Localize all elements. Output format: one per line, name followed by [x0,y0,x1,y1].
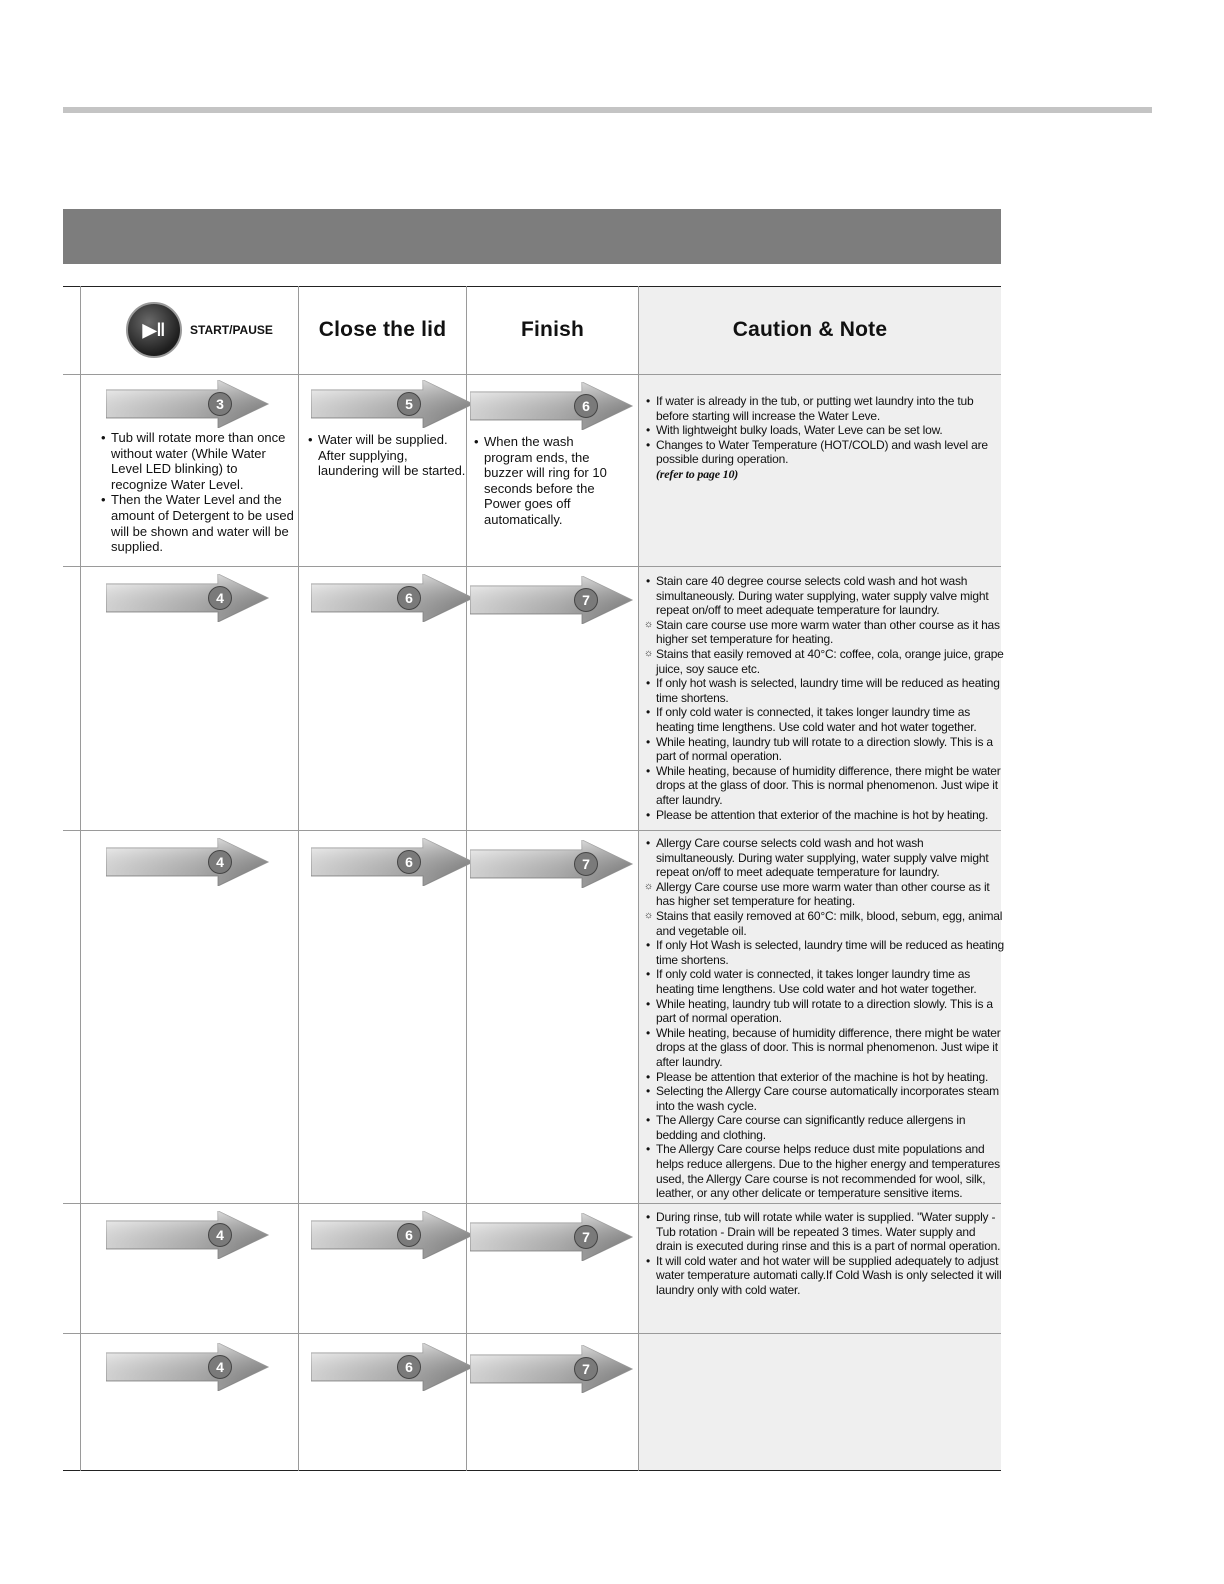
table-bottom-border [63,1470,1001,1471]
step-number-badge: 6 [574,394,598,418]
step-number-badge: 6 [397,1355,421,1379]
arrow-icon [470,840,640,888]
step-number-badge: 4 [208,1355,232,1379]
step-number-badge: 6 [397,850,421,874]
step-arrow-2-2 [311,574,481,622]
caution-note-header: Caution & Note [732,318,888,341]
note-bullet-item: • While heating, laundry tub will rotate to a direction slowly. This is a part of normal operation. [644,735,1004,764]
step-number-badge: 5 [397,392,421,416]
step-arrow-4-3 [470,1213,640,1261]
step-arrow-4-1 [106,1211,276,1259]
caution-notes [644,1210,1004,1298]
row-divider [63,1203,1001,1204]
arrow-icon [311,1343,481,1391]
note-tip-item: ☼ Stains that easily removed at 60°C: milk, blood, sebum, egg, animal and vegetable oil. [644,909,1004,938]
note-bullet-item: • Selecting the Allergy Care course automatically incorporates steam into the wash cycle. [644,1084,1004,1113]
row-divider [63,566,1001,567]
note-bullet-item: • While heating, because of humidity difference, there might be water drops at the glass of door. This is normal phenomenon. Just wipe it after laundry. [644,764,1004,808]
step-number-badge: 6 [397,586,421,610]
step-arrow-2-3 [470,576,640,624]
step-arrow-1-3 [470,382,640,430]
step-arrow-5-3 [470,1345,640,1393]
step-arrow-1-2 [311,380,481,428]
arrow-icon [106,380,276,428]
note-bullet-item: • Stain care 40 degree course selects cold wash and hot wash simultaneously. During water supplying, water supply valve might repeat on/off to meet adequate temperature for laundry. [644,574,1004,618]
arrow-icon [470,1213,640,1261]
step-number-badge: 4 [208,586,232,610]
arrow-icon [311,1211,481,1259]
note-bullet-item: • If water is already in the tub, or putting wet laundry into the tub before starting will increase the Water Leve. [644,394,1004,423]
note-bullet-item: • Please be attention that exterior of the machine is hot by heating. [644,808,1004,823]
arrow-icon [470,1345,640,1393]
arrow-icon [106,1211,276,1259]
caution-notes [644,394,1004,482]
step-number-badge: 7 [574,852,598,876]
arrow-icon [106,1343,276,1391]
step-arrow-1-1 [106,380,276,428]
row-divider [63,374,1001,375]
note-tip-item: ☼ Stain care course use more warm water than other course as it has higher set temperature for heating. [644,618,1004,647]
step-arrow-5-1 [106,1343,276,1391]
arrow-icon [470,576,640,624]
page-reference: (refer to page 10) [656,466,739,481]
step-arrow-3-3 [470,840,640,888]
note-bullet-item: • It will cold water and hot water will be supplied adequately to adjust water temperature automati cally.If Cold Wash is only selected it will laundry only with cold water. [644,1254,1004,1298]
arrow-icon [311,838,481,886]
step-number-badge: 3 [208,392,232,416]
top-rule [63,107,1152,113]
arrow-icon [106,838,276,886]
note-bullet-item: • If only Hot Wash is selected, laundry time will be reduced as heating time shortens. [644,938,1004,967]
step-arrow-3-1 [106,838,276,886]
note-bullet-item: • Changes to Water Temperature (HOT/COLD) and wash level are possible during operation. [644,438,1004,467]
step-number-badge: 4 [208,1223,232,1247]
start-step-description [101,430,296,555]
note-bullet-item: • The Allergy Care course helps reduce dust mite populations and helps reduce allergens. Due to the higher energy and temperatures used, the Allergy Care course is not recommended for wool, silk, leather, or any other delicate or temperature sensitive items. [644,1142,1004,1200]
arrow-icon [311,380,481,428]
close-lid-description [308,432,466,479]
caution-notes [644,836,1004,1201]
step-arrow-5-2 [311,1343,481,1391]
step-number-badge: 6 [397,1223,421,1247]
bullet-item: • Water will be supplied. After supplying, laundering will be started. [308,432,466,479]
note-bullet-item: • Allergy Care course selects cold wash and hot wash simultaneously. During water supplying, water supply valve might repeat on/off to meet adequate temperature for laundry. [644,836,1004,880]
start-pause-label: START/PAUSE [190,323,273,337]
close-lid-header: Close the lid [318,318,447,341]
note-bullet-item: • If only cold water is connected, it takes longer laundry time as heating time lengthens. Use cold water and hot water together. [644,705,1004,734]
step-arrow-3-2 [311,838,481,886]
arrow-icon [470,382,640,430]
step-number-badge: 4 [208,850,232,874]
note-bullet-item: • If only cold water is connected, it takes longer laundry time as heating time lengthens. Use cold water and hot water together. [644,967,1004,996]
wash-steps-table [63,286,1004,1471]
bullet-item: • Then the Water Level and the amount of Detergent to be used will be shown and water will be supplied. [101,492,296,554]
step-number-badge: 7 [574,1225,598,1249]
caution-notes [644,574,1004,822]
finish-description [474,434,614,528]
row-divider [63,1333,1001,1334]
note-bullet-item: • During rinse, tub will rotate while water is supplied. "Water supply -Tub rotation - Drain will be repeated 3 times. Water supply and drain is executed during rinse and this is a part of normal operation. [644,1210,1004,1254]
arrow-icon [311,574,481,622]
step-number-badge: 7 [574,1357,598,1381]
play-pause-icon: ▶‖ [126,302,182,358]
bullet-item: • Tub will rotate more than once without water (While Water Level LED blinking) to recognize Water Level. [101,430,296,492]
start-pause-header [81,286,298,374]
note-bullet-item: • While heating, because of humidity difference, there might be water drops at the glass of door. This is normal phenomenon. Just wipe it after laundry. [644,1026,1004,1070]
note-bullet-item: • Please be attention that exterior of the machine is hot by heating. [644,1070,1004,1085]
note-bullet-item: • If only hot wash is selected, laundry time will be reduced as heating time shortens. [644,676,1004,705]
note-bullet-item: • The Allergy Care course can significantly reduce allergens in bedding and clothing. [644,1113,1004,1142]
step-arrow-4-2 [311,1211,481,1259]
finish-header: Finish [520,318,585,341]
note-tip-item: ☼ Stains that easily removed at 40°C: coffee, cola, orange juice, grape juice, soy sauce etc. [644,647,1004,676]
note-bullet-item: • While heating, laundry tub will rotate to a direction slowly. This is a part of normal operation. [644,997,1004,1026]
arrow-icon [106,574,276,622]
note-bullet-item: • With lightweight bulky loads, Water Leve can be set low. [644,423,1004,438]
step-number-badge: 7 [574,588,598,612]
section-title-band [63,209,1001,264]
row-divider [63,830,1001,831]
note-tip-item: ☼ Allergy Care course use more warm water than other course as it has higher set temperature for heating. [644,880,1004,909]
bullet-item: • When the wash program ends, the buzzer will ring for 10 seconds before the Power goes off automatically. [474,434,614,528]
column-divider [80,286,81,1471]
step-arrow-2-1 [106,574,276,622]
column-divider [298,286,299,1471]
